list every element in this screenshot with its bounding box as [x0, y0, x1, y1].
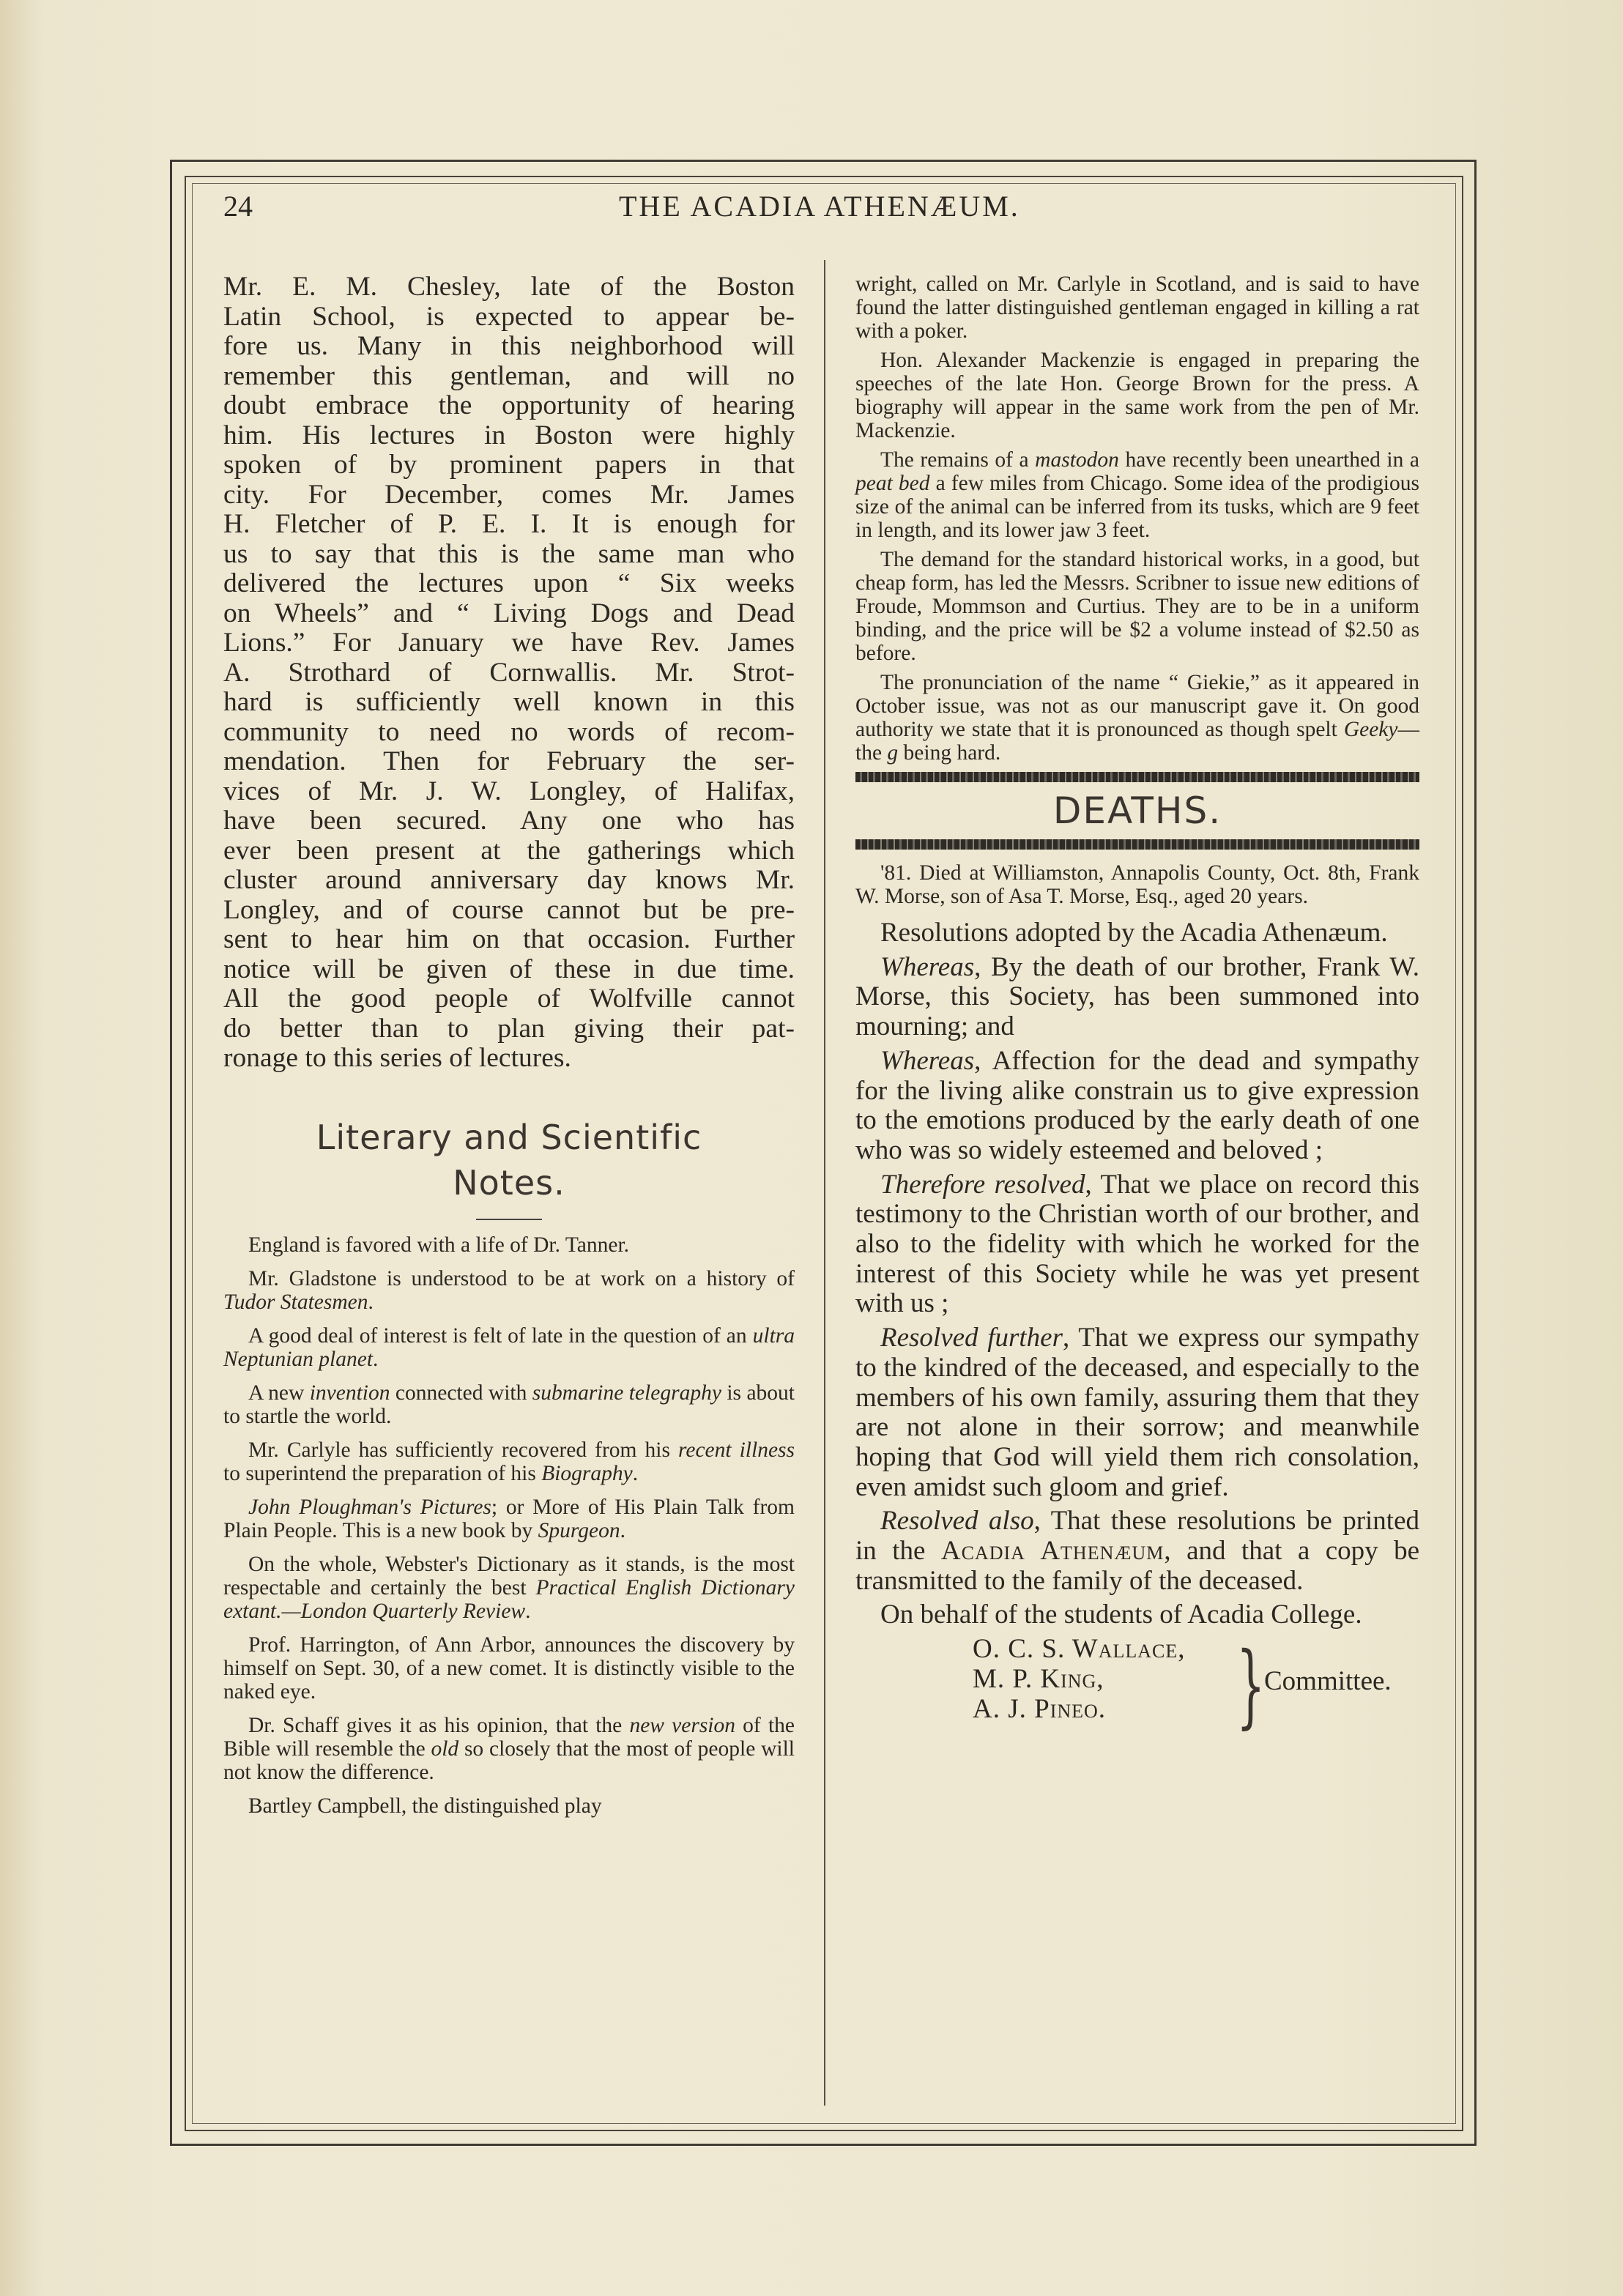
- text-run: Dr. Schaff gives it as his opinion, that the: [248, 1713, 630, 1737]
- text-run: ultra Neptunian planet: [223, 1323, 795, 1371]
- resolution-paragraph: [855, 1506, 1419, 1596]
- announcement-line: ronage to this series of lectures.: [223, 1043, 571, 1073]
- text-run: g: [887, 741, 899, 765]
- text-run: recent illness: [677, 1438, 795, 1462]
- signatory-names: [973, 1635, 1186, 1724]
- text-run: .: [373, 1347, 379, 1371]
- announcement-line: A. Strothard of Cornwallis. Mr. Strot-: [223, 657, 795, 688]
- text-run: wright, called on Mr. Carlyle in Scotland, and is said to have found the latter distinguished gentleman engaged in killing a rat with a poker.: [855, 272, 1419, 343]
- announcement-line: him. His lectures in Boston were highly: [223, 420, 795, 450]
- text-run: Resolutions adopted by the Acadia Athenæum.: [880, 918, 1388, 948]
- text-run: The pronunciation of the name “ Giekie,” as it appeared in October issue, was not as our manuscript gave it. On good authority we state that it is pronounced as though spelt: [855, 671, 1419, 741]
- announcement-line: sent to hear him on that occasion. Further: [223, 924, 795, 954]
- announcement-line: H. Fletcher of P. E. I. It is enough for: [223, 509, 795, 539]
- text-run: Spurgeon: [538, 1518, 620, 1542]
- resolution-paragraph: [855, 1600, 1419, 1630]
- text-run: , Affection for the dead and sympathy for the living alike constrain us to give expression to the emotions produced by the early death of one who was so widely esteemed and beloved ;: [855, 1045, 1419, 1165]
- text-run: Hon. Alexander Mackenzie is engaged in preparing the speeches of the late Hon. George Brown for the press. A biography will appear in the same work from the pen of Mr. Mackenzie.: [855, 349, 1419, 442]
- note-item: [855, 671, 1419, 765]
- announcement-line: Mr. E. M. Chesley, late of the Boston: [223, 272, 795, 302]
- announcement-line: mendation. Then for February the ser-: [223, 746, 795, 776]
- page-header: [223, 189, 1425, 233]
- signatory: M. P. King,: [973, 1663, 1104, 1694]
- resolutions: [855, 918, 1419, 1630]
- announcement-line: Latin School, is expected to appear be-: [223, 301, 795, 332]
- text-run: Mr. Carlyle has sufficiently recovered from his: [248, 1438, 678, 1462]
- resolution-paragraph: [855, 953, 1419, 1042]
- announcement-line: do better than to plan giving their pat-: [223, 1013, 795, 1044]
- text-run: Biography: [541, 1461, 633, 1485]
- section-title-line2: Notes.: [453, 1162, 565, 1203]
- text-run: Geeky: [1343, 718, 1398, 741]
- text-run: , and that a copy be transmitted to the family of the deceased.: [855, 1536, 1420, 1596]
- text-run: On the whole, Webster's Dictionary as it stands, is the most respectable and certainly the best: [223, 1552, 795, 1600]
- text-run: Whereas: [880, 951, 975, 982]
- text-run: is about to startle the world.: [223, 1381, 795, 1428]
- announcement-line: city. For December, comes Mr. James: [223, 479, 795, 510]
- announcement-line: us to say that this is the same man who: [223, 538, 795, 569]
- text-run: , That we express our sympathy to the kindred of the deceased, and especially to the members of his own family, assuring them that they are not alone in their sorrow; and meanwhile hoping that God will yield them rich consolation, even amidst such gloom and grief.: [855, 1323, 1420, 1502]
- section-title-line1: Literary and Scientific: [316, 1117, 702, 1157]
- text-run: A new: [248, 1381, 310, 1405]
- note-item: [223, 1553, 795, 1623]
- note-item: [223, 1714, 795, 1784]
- left-column: [223, 272, 795, 1828]
- text-run: old: [431, 1736, 459, 1761]
- text-run: connected with: [390, 1381, 532, 1405]
- note-item: [223, 1633, 795, 1704]
- text-run: , That these resolutions be printed in the: [855, 1506, 1419, 1567]
- text-run: .: [368, 1290, 374, 1314]
- text-run: of the Bible will resemble the: [223, 1713, 795, 1761]
- signature-block: [855, 1635, 1419, 1737]
- text-run: Bartley Campbell, the distinguished play: [248, 1794, 602, 1818]
- resolution-paragraph: [855, 1170, 1419, 1320]
- text-run: Acadia Athenæum: [940, 1536, 1165, 1567]
- literary-notes-list: [223, 1233, 795, 1818]
- announcement-line: on Wheels” and “ Living Dogs and Dead: [223, 598, 795, 628]
- announcement-line: All the good people of Wolfville cannot: [223, 984, 795, 1014]
- resolution-paragraph: [855, 918, 1419, 948]
- signatory: A. J. Pineo.: [973, 1693, 1107, 1724]
- announcement-line: cluster around anniversary day knows Mr.: [223, 865, 795, 895]
- ornamental-rule-top: [855, 772, 1419, 782]
- text-run: mastodon: [1035, 448, 1119, 472]
- announcement-line: fore us. Many in this neighborhood will: [223, 331, 795, 361]
- text-run: The demand for the standard historical works, in a good, but cheap form, has led the Messrs. Scribner to issue new editions of Froude, Mommson and Curtius. They are to be in a uniform binding, and the price will be $2 a volume instead of $2.50 as before.: [855, 548, 1419, 665]
- resolution-paragraph: [855, 1323, 1419, 1502]
- announcement-line: Longley, and of course cannot but be pre-: [223, 894, 795, 925]
- committee-label: Committee.: [1264, 1666, 1392, 1697]
- text-run: .: [620, 1518, 625, 1542]
- announcement-line: spoken of by prominent papers in that: [223, 450, 795, 480]
- announcement-line: doubt embrace the opportunity of hearing: [223, 390, 795, 420]
- note-item: [855, 548, 1419, 665]
- text-run: England is favored with a life of Dr. Tanner.: [248, 1233, 630, 1257]
- column-divider: [824, 260, 825, 2106]
- literary-notes-continued: [855, 272, 1419, 765]
- ornamental-rule-bottom: [855, 839, 1419, 850]
- announcement-line: ever been present at the gatherings which: [223, 835, 795, 866]
- lecture-announcement: [223, 272, 795, 1074]
- text-run: Tudor Statesmen: [223, 1290, 368, 1314]
- text-run: submarine telegraphy: [532, 1381, 721, 1405]
- announcement-line: delivered the lectures upon “ Six weeks: [223, 568, 795, 598]
- note-item: [223, 1233, 795, 1257]
- text-run: , That we place on record this testimony to the Christian worth of our brother, and also to the fidelity with which he worked for the interest of this Society while he was yet present with us ;: [855, 1169, 1419, 1319]
- committee-brace: }: [1236, 1633, 1266, 1739]
- death-notice: '81. Died at Williamston, Annapolis County, Oct. 8th, Frank W. Morse, son of Asa T. Morse, Esq., aged 20 years.: [855, 861, 1419, 908]
- text-run: Practical English Dictionary extant.—London Quarterly Review: [223, 1575, 795, 1623]
- text-run: ; or More of His Plain Talk from Plain People. This is a new book by: [223, 1495, 795, 1542]
- text-run: new version: [629, 1713, 735, 1737]
- text-run: , By the death of our brother, Frank W. Morse, this Society, has been summoned into mourning; and: [855, 951, 1419, 1042]
- deaths-heading: DEATHS.: [1052, 790, 1222, 832]
- text-run: John Ploughman's Pictures: [248, 1495, 491, 1519]
- note-item: [223, 1381, 795, 1428]
- note-item: [855, 272, 1419, 343]
- text-run: invention: [309, 1381, 390, 1405]
- signatory: O. C. S. Wallace,: [973, 1634, 1186, 1665]
- right-column: [855, 272, 1419, 1737]
- title-rule: [476, 1219, 542, 1220]
- note-item: [223, 1496, 795, 1542]
- text-run: On behalf of the students of Acadia College.: [880, 1600, 1362, 1630]
- text-run: being hard.: [898, 741, 1001, 765]
- running-title: THE ACADIA ATHENÆUM.: [619, 190, 1020, 223]
- page-number: 24: [223, 190, 253, 223]
- announcement-line: notice will be given of these in due time.: [223, 954, 795, 984]
- note-item: [223, 1438, 795, 1485]
- announcement-line: community to need no words of recom-: [223, 716, 795, 747]
- text-run: have recently been unearthed in a: [1118, 448, 1419, 472]
- announcement-line: remember this gentleman, and will no: [223, 360, 795, 391]
- note-item: [223, 1324, 795, 1371]
- text-run: .: [632, 1461, 639, 1485]
- text-run: to superintend the preparation of his: [223, 1461, 542, 1485]
- text-run: —the: [855, 718, 1419, 765]
- text-run: The remains of a: [880, 448, 1036, 472]
- note-item: [855, 448, 1419, 542]
- announcement-line: have been secured. Any one who has: [223, 806, 795, 836]
- text-run: a few miles from Chicago. Some idea of the prodigious size of the animal can be inferred from its tusks, which are 9 feet in length, and its lower jaw 3 feet.: [855, 472, 1419, 542]
- text-run: Whereas: [880, 1045, 975, 1076]
- text-run: A good deal of interest is felt of late in the question of an: [248, 1323, 753, 1348]
- text-run: Resolved further: [880, 1323, 1063, 1353]
- text-run: Mr. Gladstone is understood to be at work on a history of: [248, 1266, 795, 1290]
- resolution-paragraph: [855, 1047, 1419, 1166]
- note-item: [223, 1267, 795, 1314]
- text-run: Prof. Harrington, of Ann Arbor, announces the discovery by himself on Sept. 30, of a new comet. It is distinctly visible to the naked eye.: [223, 1632, 795, 1704]
- note-item: [855, 349, 1419, 442]
- text-run: Resolved also: [880, 1506, 1034, 1537]
- announcement-line: Lions.” For January we have Rev. James: [223, 628, 795, 658]
- announcement-line: vices of Mr. J. W. Longley, of Halifax,: [223, 776, 795, 806]
- text-run: .: [525, 1599, 531, 1623]
- text-run: Therefore resolved: [880, 1169, 1085, 1200]
- announcement-line: hard is sufficiently well known in this: [223, 687, 795, 717]
- text-run: so closely that the most of people will not know the difference.: [223, 1736, 795, 1784]
- note-item: [223, 1794, 795, 1818]
- text-run: peat bed: [855, 472, 930, 495]
